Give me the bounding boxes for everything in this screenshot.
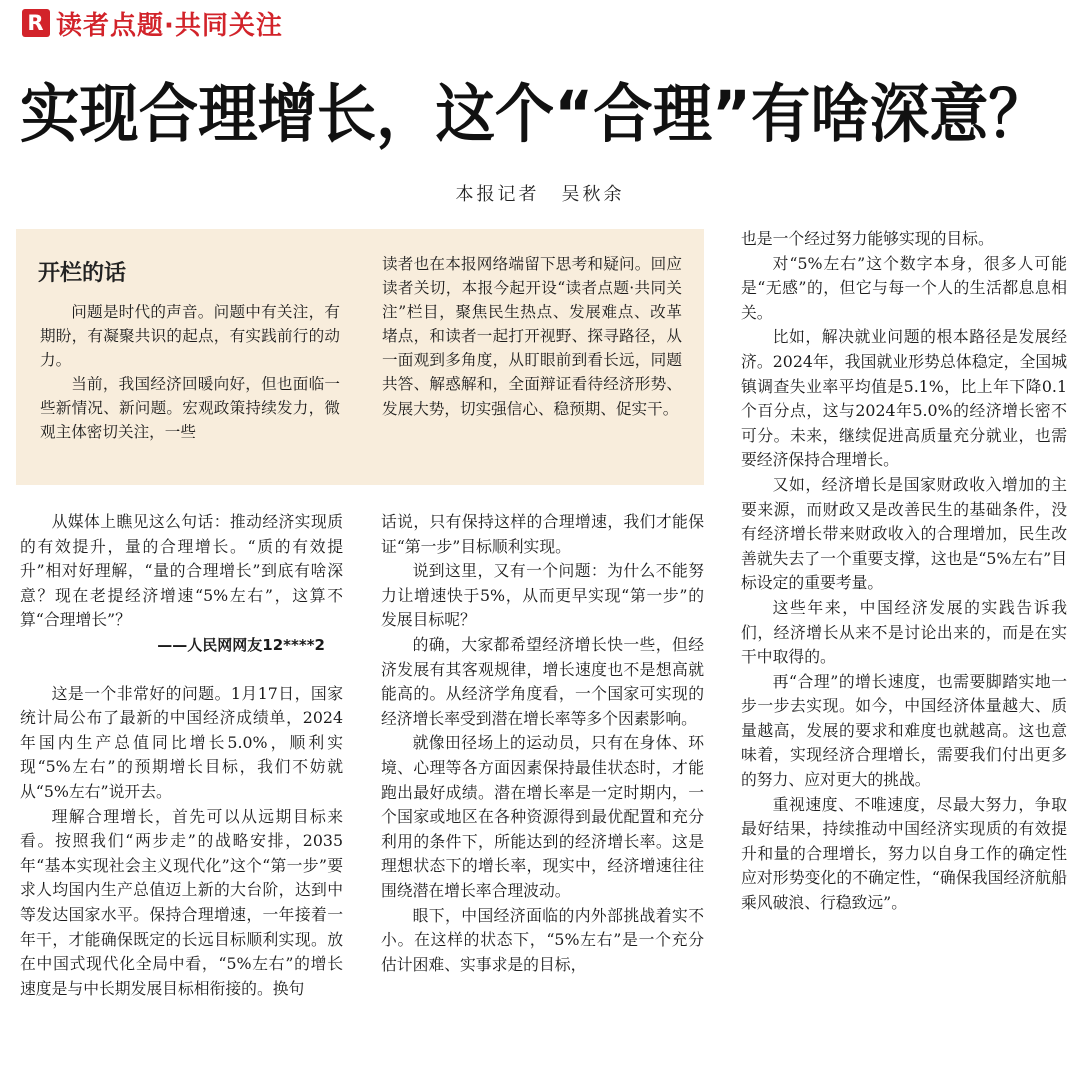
article-paragraph: 眼下，中国经济面临的内外部挑战着实不小。在这样的状态下，“5%左右”是一个充分估计困难、实事求是的目标，: [381, 905, 704, 974]
intro-paragraph: 当前，我国经济回暖向好，但也面临一些新情况、新问题。宏观政策持续发力，微观主体密切关注，一些: [40, 375, 340, 442]
article-paragraph: 就像田径场上的运动员，只有在身体、环境、心理等各方面因素保持最佳状态时，才能跑出最好成绩。潜在增长率是一定时期内，一个国家或地区在各种资源得到最优配置和充分利用的条件下，所能达到的经济增长率。这是理想状态下的增长率，现实中，经济增速往往围绕潜在增长率合理波动。: [381, 733, 704, 900]
byline-name: 吴秋余: [561, 184, 625, 205]
article-paragraph: 这些年来，中国经济发展的实践告诉我们，经济增长从来不是讨论出来的，而是在实干中取得的。: [741, 597, 1067, 667]
byline: [0, 180, 1080, 206]
article-paragraph: 对“5%左右”这个数字本身，很多人可能是“无感”的，但它与每一个人的生活都息息相关。: [741, 253, 1067, 322]
reader-signature: ——人民网网友12****2: [157, 635, 325, 654]
article-paragraph: 理解合理增长，首先可以从远期目标来看。按照我们“两步走”的战略安排，2035年“基本实现社会主义现代化”这个“第一步”要求人均国内生产总值迈上新的大台阶，达到中等发达国家水平。保持合理增速，一年接着一年干，才能确保既定的长远目标顺利实现。放在中国式现代化全局中看，“5%左右”的增长速度是与中长期发展目标相衔接的。换句: [20, 806, 343, 998]
article-paragraph: 重视速度、不唯速度，尽最大努力，争取最好结果，持续推动中国经济实现质的有效提升和量的合理增长，努力以自身工作的确定性应对形势变化的不确定性，“确保我国经济航船乘风破浪、行稳致远”。: [741, 794, 1067, 913]
column-kicker: [22, 6, 283, 40]
article-column-3: [741, 227, 1067, 916]
article-paragraph: 又如，经济增长是国家财政收入增加的主要来源，而财政又是改善民生的基础条件，没有经济增长带来财政收入的合理增加，民生改善就失去了一个重要支撑，这也是“5%左右”目标设定的重要考量。: [741, 474, 1067, 593]
intro-paragraph: 读者也在本报网络端留下思考和疑问。回应读者关切，本报今起开设“读者点题·共同关注”栏目，聚焦民生热点、发展难点、改革堵点，和读者一起打开视野、探寻路径，从一面观到多角度，从盯眼前到看长远，同题共答、解惑解和，全面辩证看待经济形势、发展大势，切实强信心、稳预期、促实干。: [382, 255, 682, 418]
article-paragraph: 也是一个经过努力能够实现的目标。: [741, 229, 994, 248]
article-paragraph: 比如，解决就业问题的根本路径是发展经济。2024年，我国就业形势总体稳定，全国城镇调查失业率平均值是5.1%，比上年下降0.1个百分点，这与2024年5.0%的经济增长密不可分。未来，继续促进高质量充分就业，也需要经济保持合理增长。: [741, 327, 1067, 470]
article-paragraph: 话说，只有保持这样的合理增速，我们才能保证“第一步”目标顺利实现。: [381, 512, 704, 556]
kicker-text: 读者点题·共同关注: [56, 10, 283, 41]
article-paragraph: 的确，大家都希望经济增长快一些，但经济发展有其客观规律，增长速度也不是想高就能高的。从经济学角度看，一个国家可实现的经济增长率受到潜在增长率等多个因素影响。: [381, 634, 704, 728]
article-paragraph: 说到这里，又有一个问题：为什么不能努力让增速快于5%，从而更早实现“第一步”的发展目标呢？: [381, 561, 704, 630]
article-paragraph: 再“合理”的增长速度，也需要脚踏实地一步一步去实现。如今，中国经济体量越大、质量越高，发展的要求和难度也就越高。这也意味着，实现经济合理增长，需要我们付出更多的努力、应对更大的挑战。: [741, 671, 1067, 790]
article-column-2: [381, 510, 704, 977]
headline: 实现合理增长，这个“合理”有啥深意？: [20, 78, 1048, 152]
article-column-1: [20, 510, 343, 1001]
intro-box-title: 开栏的话: [38, 261, 127, 286]
intro-box-column-1: [40, 300, 340, 445]
intro-paragraph: 问题是时代的声音。问题中有关注，有期盼，有凝聚共识的起点，有实践前行的动力。: [40, 303, 340, 370]
reader-question: 从媒体上瞧见这么句话：推动经济实现质的有效提升，量的合理增长。“质的有效提升”相对好理解，“量的合理增长”到底有啥深意？现在老提经济增速“5%左右”，这算不算“合理增长”？: [20, 512, 343, 630]
byline-role: 本报记者: [455, 184, 540, 205]
r-logo-icon: R: [22, 9, 50, 37]
intro-box-column-2: [382, 252, 682, 421]
article-paragraph: 这是一个非常好的问题。1月17日，国家统计局公布了最新的中国经济成绩单，2024年国内生产总值同比增长5.0%，顺利实现“5%左右”的预期增长目标，我们不妨就从“5%左右”说开去。: [20, 683, 343, 801]
